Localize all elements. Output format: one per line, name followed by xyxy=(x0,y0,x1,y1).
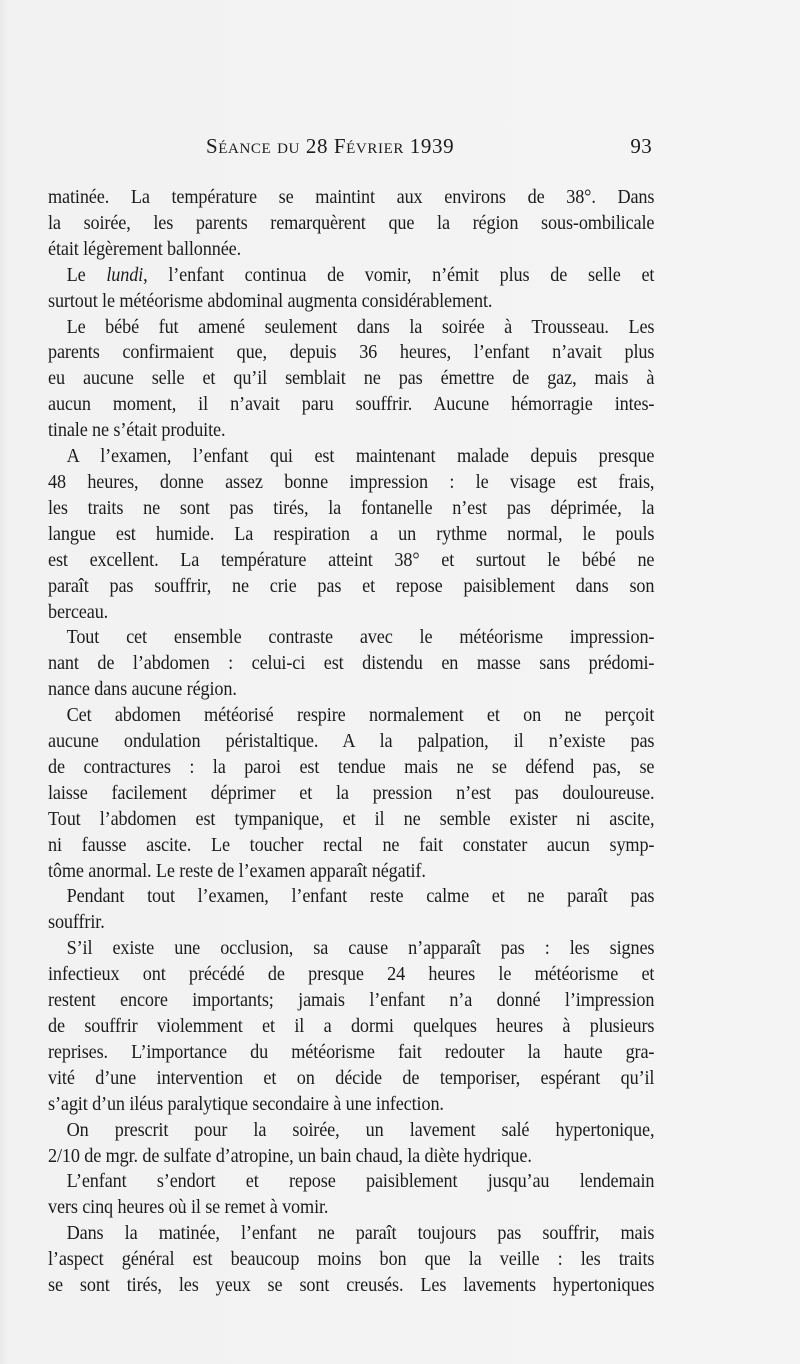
paragraph xyxy=(48,1169,654,1221)
paragraph xyxy=(48,263,654,315)
text-line: était légèrement ballonnée. xyxy=(48,238,242,260)
text-line: souffrir. xyxy=(48,912,105,934)
text-line: nance dans aucune région. xyxy=(48,679,237,701)
text-line: vers cinq heures où il se remet à vomir. xyxy=(48,1197,329,1219)
text-line: ni fausse ascite. Le toucher rectal ne fait constater aucun symp- xyxy=(48,834,655,856)
text-line: Le lundi, l’enfant continua de vomir, n’émit plus de selle et xyxy=(66,264,655,286)
text-line: restent encore importants; jamais l’enfant n’a donné l’impression xyxy=(48,990,655,1012)
text-line: de souffrir violemment et il a dormi quelques heures à plusieurs xyxy=(48,1016,655,1037)
text-line: berceau. xyxy=(48,601,109,623)
paragraph xyxy=(48,936,654,1117)
text-line: aucune ondulation péristaltique. A la palpation, il n’existe pas xyxy=(48,731,655,753)
body-text xyxy=(48,185,654,1299)
text-line: aucun moment, il n’avait paru souffrir. Aucune hémorragie intes- xyxy=(48,394,655,416)
text-line: A l’examen, l’enfant qui est maintenant malade depuis presque xyxy=(66,446,655,468)
text-line: l’aspect général est beaucoup moins bon que la veille : les traits xyxy=(48,1249,655,1271)
text-line: Pendant tout l’examen, l’enfant reste calme et ne paraît pas xyxy=(66,886,655,908)
text-line: langue est humide. La respiration a un rythme normal, le pouls xyxy=(48,523,655,545)
text-line: tôme anormal. Le reste de l’examen apparaît négatif. xyxy=(48,860,426,882)
text-line: Dans la matinée, l’enfant ne paraît toujours pas souffrir, mais xyxy=(66,1223,655,1245)
text-line: reprises. L’importance du météorisme fait redouter la haute gra- xyxy=(48,1041,655,1063)
text-line: Tout l’abdomen est tympanique, et il ne semble exister ni ascite, xyxy=(48,808,655,830)
text-line: parents confirmaient que, depuis 36 heures, l’enfant n’avait plus xyxy=(48,342,655,364)
text-line: infectieux ont précédé de presque 24 heures le météorisme et xyxy=(48,964,655,986)
text-line: S’il existe une occlusion, sa cause n’apparaît pas : les signes xyxy=(66,938,655,960)
text-line: est excellent. La température atteint 38° et surtout le bébé ne xyxy=(48,549,655,571)
text-line: 2/10 de mgr. de sulfate d’atropine, un bain chaud, la diète hydrique. xyxy=(48,1145,532,1167)
text-line: On prescrit pour la soirée, un lavement salé hypertonique, xyxy=(66,1119,655,1141)
text-line: L’enfant s’endort et repose paisiblement jusqu’au lendemain xyxy=(66,1171,655,1193)
text-line: Le bébé fut amené seulement dans la soirée à Trousseau. Les xyxy=(66,316,655,338)
text-line: Cet abdomen météorisé respire normalement et on ne perçoit xyxy=(66,705,655,727)
page-number: 93 xyxy=(630,134,652,158)
paragraph xyxy=(48,703,654,884)
text-line: surtout le météorisme abdominal augmenta considérablement. xyxy=(48,290,493,312)
text-line: eu aucune selle et qu’il semblait ne pas émettre de gaz, mais à xyxy=(48,368,655,390)
paragraph xyxy=(48,625,654,703)
text-line: laisse facilement déprimer et la pression n’est pas douloureuse. xyxy=(48,782,655,804)
paragraph xyxy=(48,444,654,625)
running-head xyxy=(48,134,652,164)
paragraph xyxy=(48,185,654,263)
text-line: tinale ne s’était produite. xyxy=(48,420,226,442)
text-line: de contractures : la paroi est tendue mais ne se défend pas, se xyxy=(48,756,655,778)
text-line: les traits ne sont pas tirés, la fontanelle n’est pas déprimée, la xyxy=(48,497,655,519)
text-line: Tout cet ensemble contraste avec le météorisme impression- xyxy=(66,627,655,649)
running-title: Séance du 28 Février 1939 xyxy=(206,134,455,158)
text-line: s’agit d’un iléus paralytique secondaire à une infection. xyxy=(48,1093,444,1115)
text-line: se sont tirés, les yeux se sont creusés. Les lavements hypertoniques xyxy=(48,1275,655,1297)
text-line: matinée. La température se maintint aux environs de 38°. Dans xyxy=(48,187,655,208)
paragraph xyxy=(48,1118,654,1170)
text-line: nant de l’abdomen : celui-ci est distendu en masse sans prédomi- xyxy=(48,653,655,675)
paragraph xyxy=(48,315,654,445)
italic-word: lundi xyxy=(106,264,144,286)
text-line: paraît pas souffrir, ne crie pas et repose paisiblement dans son xyxy=(48,575,655,597)
text-line: vité d’une intervention et on décide de temporiser, espérant qu’il xyxy=(48,1067,655,1089)
paragraph xyxy=(48,884,654,936)
paragraph xyxy=(48,1221,654,1299)
text-line: la soirée, les parents remarquèrent que la région sous-ombilicale xyxy=(48,212,655,234)
text-line: 48 heures, donne assez bonne impression : le visage est frais, xyxy=(48,471,655,493)
